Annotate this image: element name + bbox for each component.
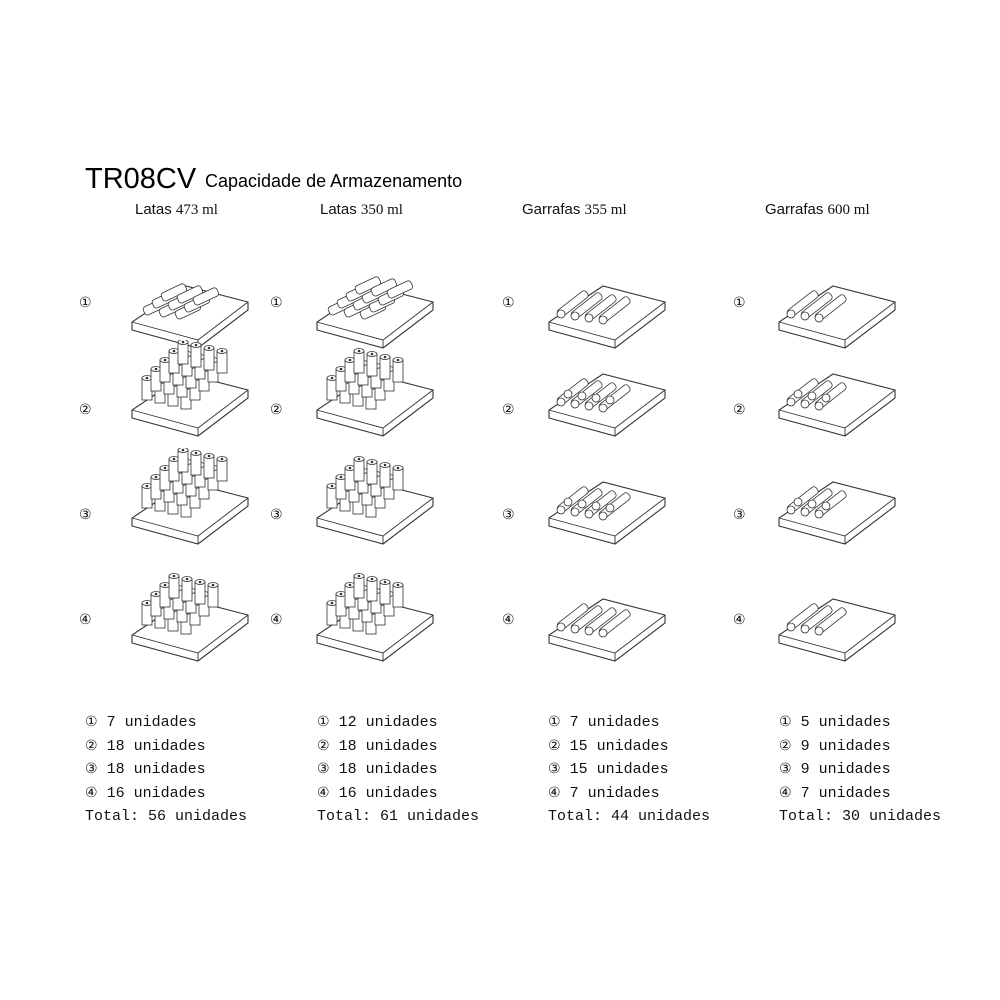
shelf-marker-c1-3: ③ xyxy=(79,507,92,523)
summary-total: Total: 44 unidades xyxy=(548,808,711,826)
summary-row: ③ 15 unidades xyxy=(548,761,669,779)
shelf-illustration-c3-2 xyxy=(545,340,670,440)
shelf-drawing xyxy=(775,448,900,548)
shelf-marker-c1-4: ④ xyxy=(79,612,92,628)
shelf-marker-c1-1: ① xyxy=(79,295,92,311)
summary-row: ① 7 unidades xyxy=(548,714,660,731)
shelf-marker-c3-2: ② xyxy=(502,402,515,418)
shelf-illustration-c2-1 xyxy=(313,252,438,352)
summary-column-3 xyxy=(548,711,710,829)
shelf-illustration-c1-2 xyxy=(128,340,253,440)
shelf-marker-c1-2: ② xyxy=(79,402,92,418)
summary-row: ③ 9 unidades xyxy=(779,761,891,779)
shelf-illustration-c1-3 xyxy=(128,448,253,548)
shelf-marker-c4-3: ③ xyxy=(733,507,746,523)
shelf-drawing xyxy=(313,340,438,440)
summary-row: ③ 18 unidades xyxy=(317,761,438,779)
summary-row: ④ 7 unidades xyxy=(548,784,660,802)
summary-column-1 xyxy=(85,711,247,829)
summary-total: Total: 61 unidades xyxy=(317,808,480,826)
shelf-illustration-c3-1 xyxy=(545,252,670,352)
shelf-drawing xyxy=(128,565,253,665)
shelf-drawing xyxy=(128,448,253,548)
shelf-marker-c3-3: ③ xyxy=(502,507,515,523)
shelf-illustration-c4-4 xyxy=(775,565,900,665)
summary-row: ② 18 unidades xyxy=(85,737,206,755)
shelf-drawing xyxy=(313,565,438,665)
shelf-marker-c4-2: ② xyxy=(733,402,746,418)
shelf-marker-c3-1: ① xyxy=(502,295,515,311)
summary-total: Total: 30 unidades xyxy=(779,808,942,826)
summary-row: ② 15 unidades xyxy=(548,737,669,755)
summary-column-2 xyxy=(317,711,479,829)
shelf-drawing xyxy=(775,340,900,440)
summary-row: ① 5 unidades xyxy=(779,714,891,731)
shelf-drawing xyxy=(775,565,900,665)
shelf-marker-c4-4: ④ xyxy=(733,612,746,628)
summary-total: Total: 56 unidades xyxy=(85,808,248,826)
model-title: TR08CV xyxy=(85,163,197,195)
shelf-illustration-c3-4 xyxy=(545,565,670,665)
shelf-drawing xyxy=(545,565,670,665)
column-header-4: Garrafas 600 ml xyxy=(765,201,870,218)
shelf-drawing xyxy=(313,252,438,352)
shelf-marker-c2-4: ④ xyxy=(270,612,283,628)
summary-row: ① 7 unidades xyxy=(85,714,197,731)
shelf-marker-c4-1: ① xyxy=(733,295,746,311)
column-header-3: Garrafas 355 ml xyxy=(522,201,627,218)
shelf-drawing xyxy=(128,340,253,440)
shelf-illustration-c4-1 xyxy=(775,252,900,352)
shelf-illustration-c2-2 xyxy=(313,340,438,440)
shelf-marker-c2-1: ① xyxy=(270,295,283,311)
summary-row: ④ 16 unidades xyxy=(85,784,206,802)
summary-column-4 xyxy=(779,711,941,829)
shelf-marker-c2-3: ③ xyxy=(270,507,283,523)
shelf-marker-c2-2: ② xyxy=(270,402,283,418)
shelf-illustration-c1-1 xyxy=(128,252,253,352)
shelf-drawing xyxy=(545,448,670,548)
shelf-illustration-c4-3 xyxy=(775,448,900,548)
shelf-drawing xyxy=(775,252,900,352)
column-header-1: Latas 473 ml xyxy=(135,201,218,218)
shelf-illustration-c4-2 xyxy=(775,340,900,440)
shelf-drawing xyxy=(128,252,253,352)
shelf-drawing xyxy=(545,252,670,352)
summary-row: ② 18 unidades xyxy=(317,737,438,755)
shelf-illustration-c2-3 xyxy=(313,448,438,548)
column-header-2: Latas 350 ml xyxy=(320,201,403,218)
summary-row: ③ 18 unidades xyxy=(85,761,206,779)
shelf-illustration-c2-4 xyxy=(313,565,438,665)
summary-row: ① 12 unidades xyxy=(317,714,438,731)
summary-row: ② 9 unidades xyxy=(779,737,891,755)
shelf-marker-c3-4: ④ xyxy=(502,612,515,628)
page-subtitle: Capacidade de Armazenamento xyxy=(205,171,463,191)
shelf-illustration-c3-3 xyxy=(545,448,670,548)
summary-row: ④ 16 unidades xyxy=(317,784,438,802)
summary-row: ④ 7 unidades xyxy=(779,784,891,802)
shelf-drawing xyxy=(313,448,438,548)
shelf-drawing xyxy=(545,340,670,440)
shelf-illustration-c1-4 xyxy=(128,565,253,665)
